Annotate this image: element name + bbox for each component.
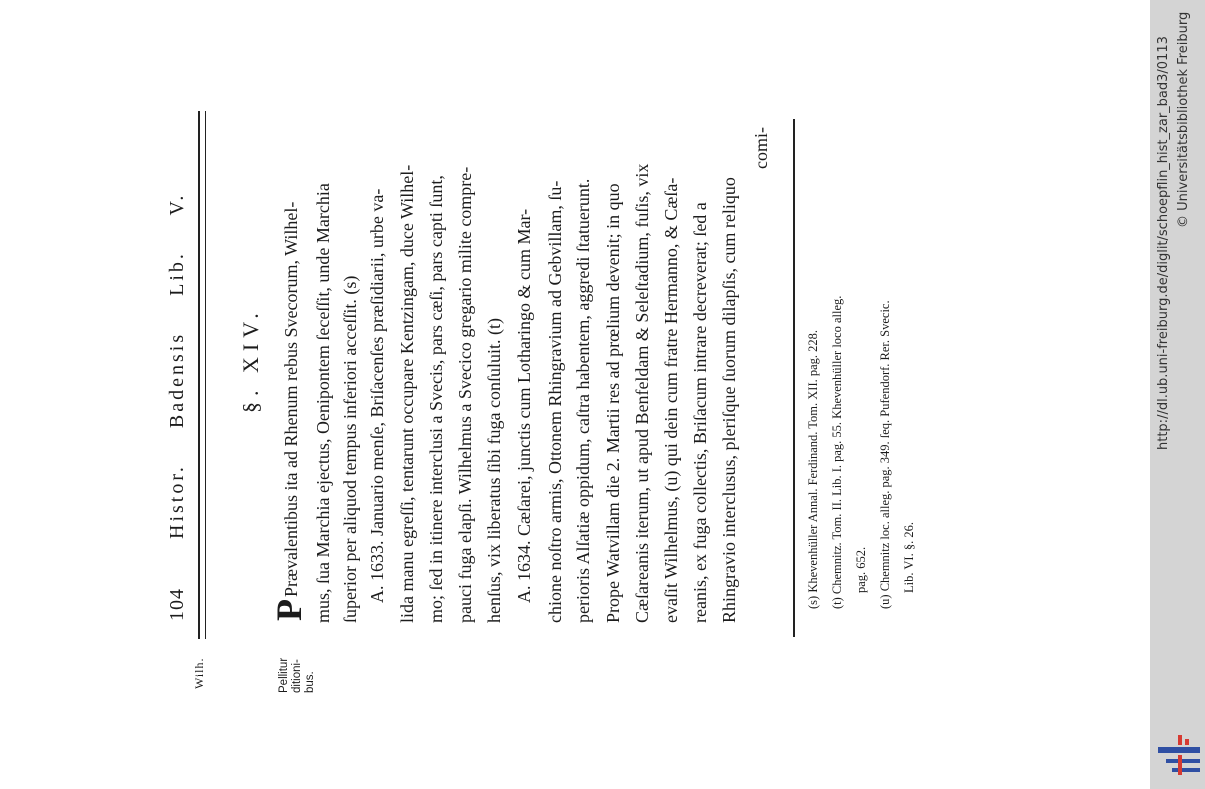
body-line: Rhingravio interclusus, pleriſque ſuorum dilapſis, cum reliquo bbox=[719, 177, 739, 623]
body-line: mo; ſed in itinere interclusi a Svecis, pars cæſi, pars capti ſunt, bbox=[426, 175, 446, 623]
margin-note-line: bus. bbox=[304, 671, 316, 693]
sidebar-url[interactable]: http://dl.ub.uni-freiburg.de/diglit/schoepflin_hist_zar_bad3/0113 bbox=[1156, 36, 1171, 450]
margin-note-line: Pellitur bbox=[278, 657, 290, 693]
body-line: A. 1633. Januario menſe, Briſacenſes præſidiarii, urbe va- bbox=[367, 188, 387, 603]
left-marker: Wilh. bbox=[192, 657, 206, 689]
body-line: mus, ſua Marchia ejectus, Oenipontem ſeceſſit, unde Marchia bbox=[313, 183, 333, 623]
margin-note bbox=[278, 658, 317, 693]
body-line: comi- bbox=[751, 127, 771, 169]
running-title: Histor. Badensis Lib. V. bbox=[166, 192, 188, 539]
body-line: Prope Watvillam die 2. Martii res ad prœlium devenit; in quo bbox=[603, 183, 623, 623]
header-rule bbox=[198, 111, 200, 639]
body-line: henſus, vix liberatus ſibi fuga conſuluit. (t) bbox=[484, 318, 504, 623]
body-line: ſuperior per aliquod tempus inferiori acceſſit. (s) bbox=[340, 275, 360, 623]
body-line: chione noſtro armis, Ottonem Rhingravium ad Gebvillam, ſu- bbox=[545, 180, 565, 623]
footnote-rule bbox=[793, 119, 795, 637]
footnote-line: Lib. VI. §. 26. bbox=[902, 522, 916, 593]
section-title: §. XIV. bbox=[238, 307, 263, 413]
header-rule-2 bbox=[205, 111, 206, 639]
library-logo-icon bbox=[1158, 735, 1200, 775]
body-line: reanis, ex fuga collectis, Briſacum intrare decreverat; ſed a bbox=[690, 202, 710, 623]
sidebar bbox=[1150, 0, 1205, 789]
sidebar-copyright: © Universitätsbibliothek Freiburg bbox=[1176, 11, 1191, 228]
footnote-line: (t) Chemnitz. Tom. II. Lib. I. pag. 55. Khevenhüller loco alleg. bbox=[830, 295, 844, 609]
drop-cap: P bbox=[269, 599, 309, 621]
body-line: pauci fuga elapſi. Wilhelmus a Svecico gregario milite compre- bbox=[455, 166, 475, 623]
footnote-line: (u) Chemnitz loc. alleg. pag. 349. ſeq. Pufendorf. Rer. Svecic. bbox=[878, 300, 892, 609]
footnote-line: pag. 652. bbox=[854, 546, 868, 593]
body-line: Prævalentibus ita ad Rhenum rebus Svecorum, Wilhel- bbox=[281, 201, 301, 597]
body-line: lida manu egreſſi, tentarunt occupare Kentzingam, duce Wilhel- bbox=[397, 164, 417, 623]
page-number: 104 bbox=[166, 588, 188, 621]
body-line: Cæſareanis iterum, ut apud Benfeldam & Seleſtadium, fuſis, vix bbox=[632, 163, 652, 623]
body-line: perioris Alſatiæ oppidum, caſtra habentem, aggredi ſtatuerunt. bbox=[573, 178, 593, 623]
margin-note-line: ditioni- bbox=[291, 659, 303, 693]
body-line: evaſit Wilhelmus, (u) qui dein cum fratre Hermanno, & Cæſa- bbox=[661, 177, 681, 623]
footnote-line: (s) Khevenhüller Annal. Ferdinand. Tom. XII. pag. 228. bbox=[806, 329, 820, 609]
body-line: A. 1634. Cæſarei, junctis cum Lotharingo & cum Mar- bbox=[514, 208, 534, 603]
